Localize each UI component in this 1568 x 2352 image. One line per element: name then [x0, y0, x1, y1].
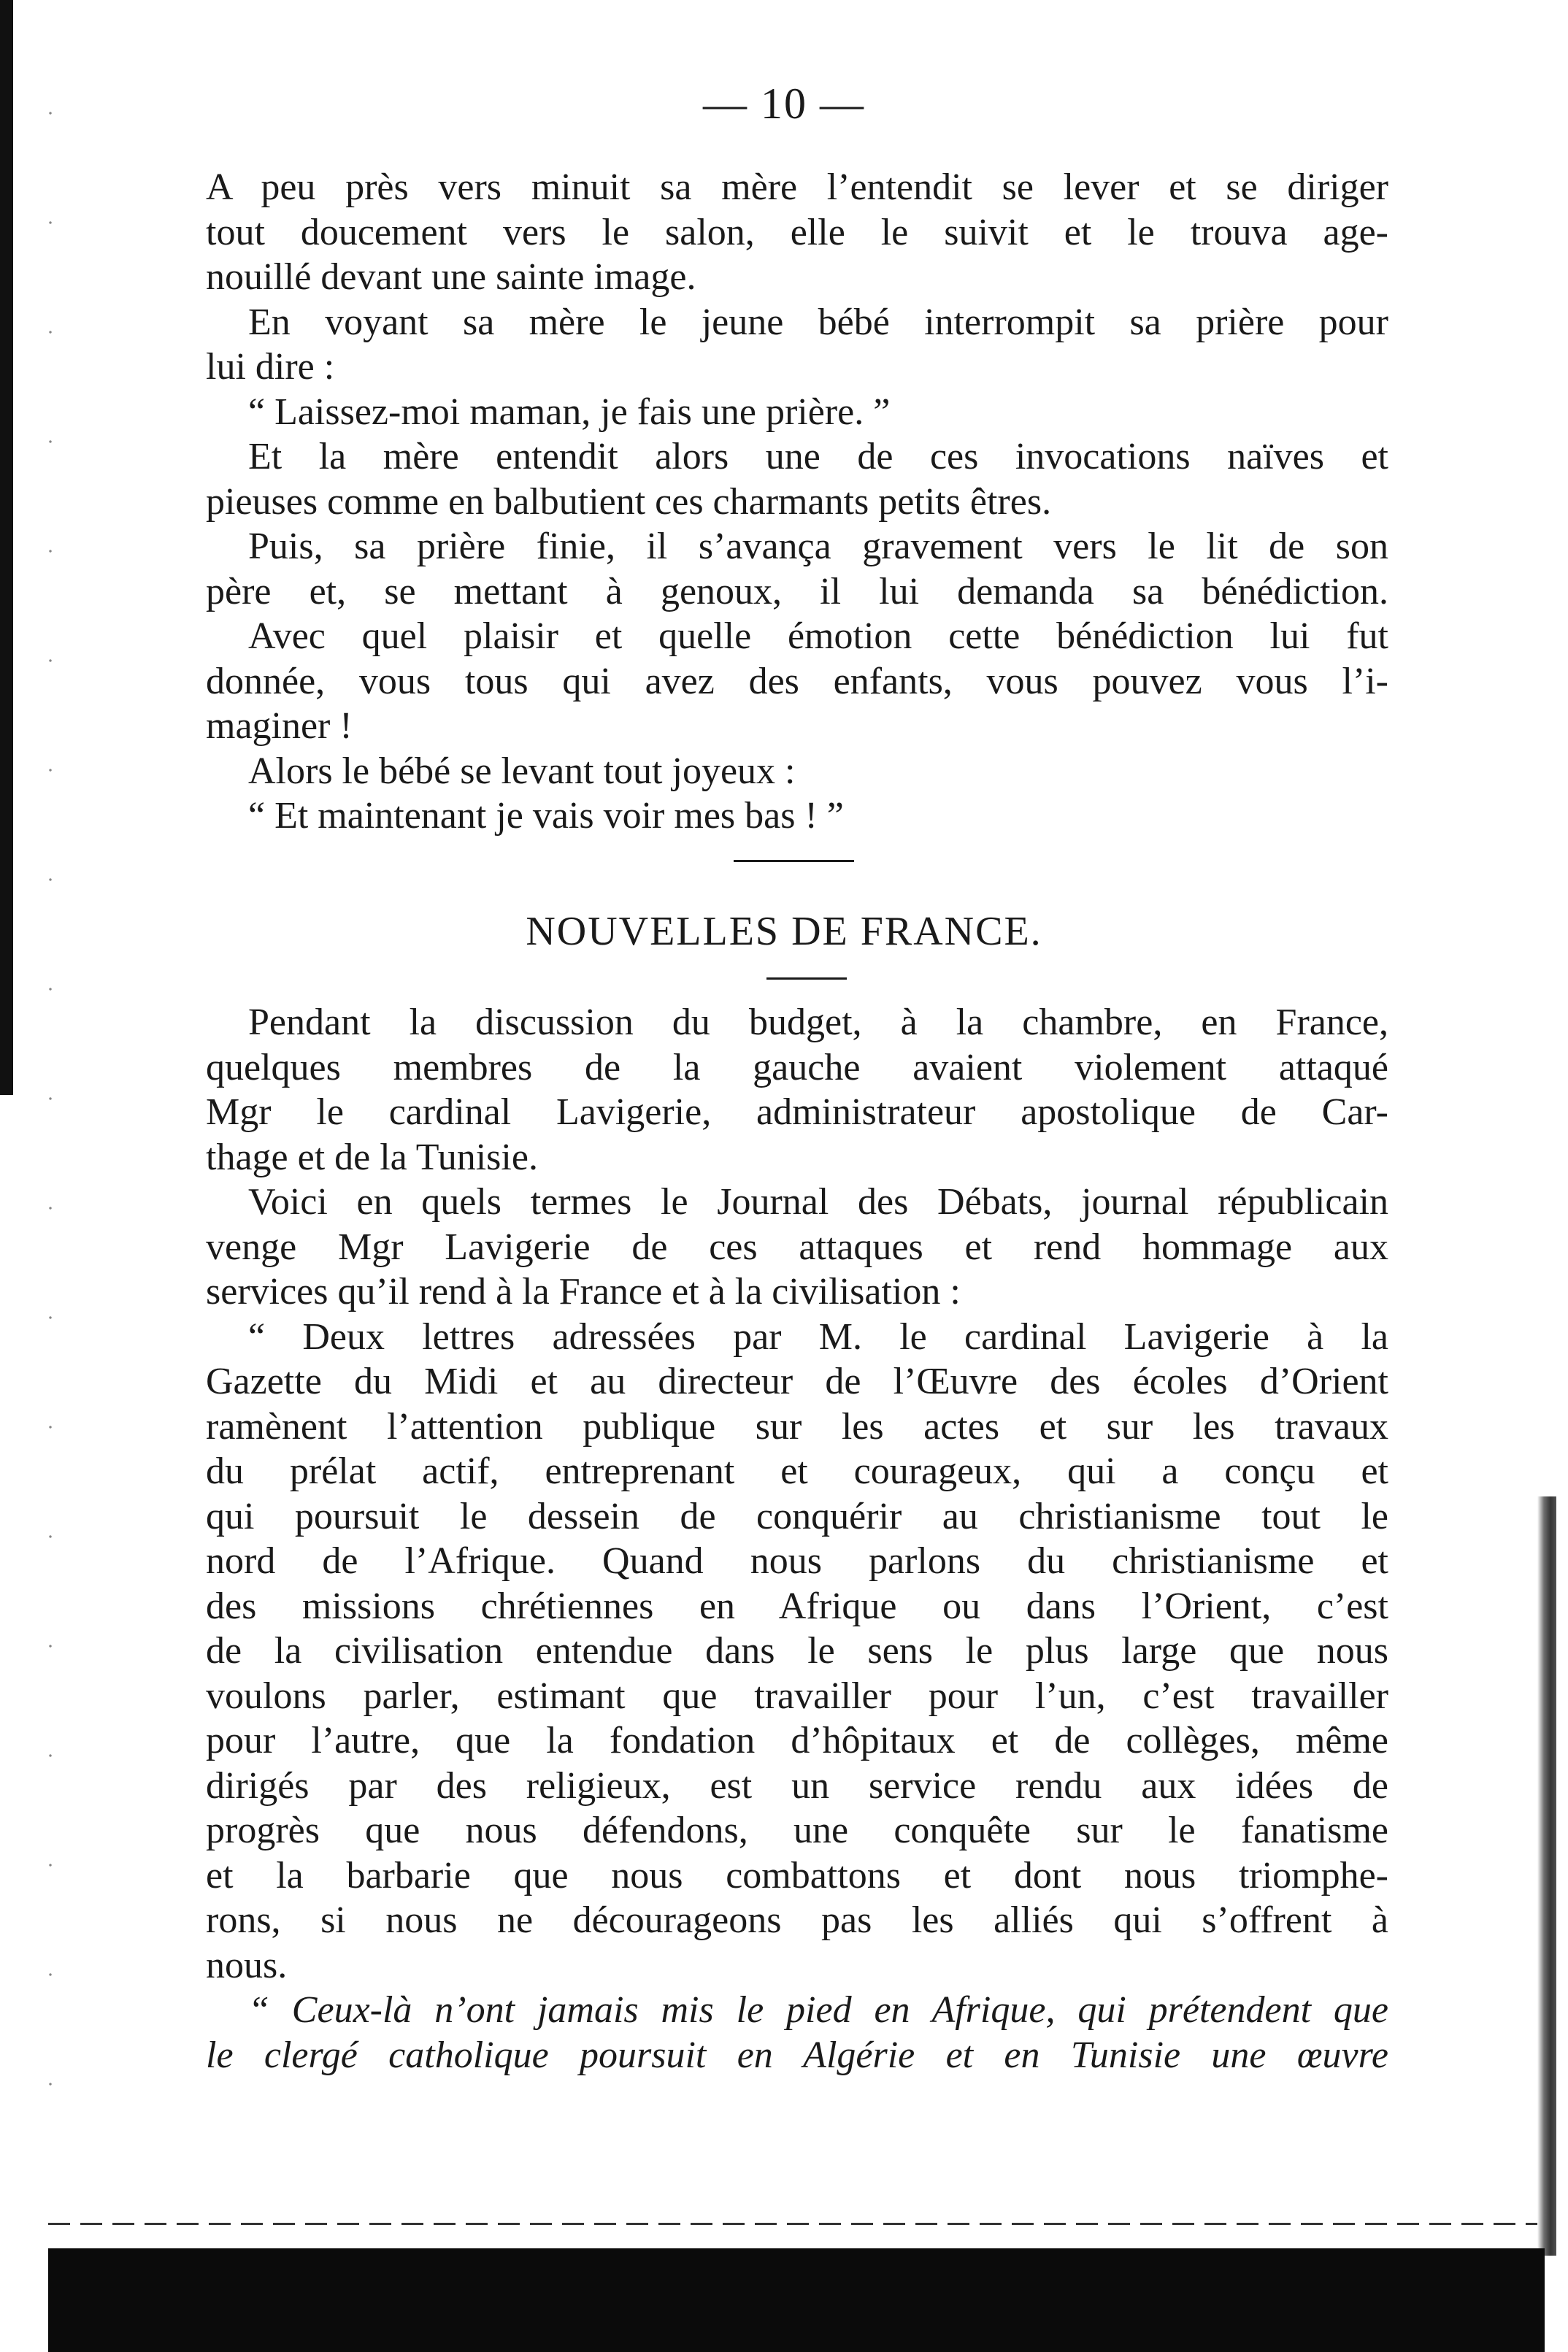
text-line: donnée, vous tous qui avez des enfants, vous pouvez vous l’i- — [206, 660, 1388, 702]
text-line: Mgr le cardinal Lavigerie, administrateur apostolique de Car- — [206, 1091, 1388, 1133]
text-line: A peu près vers minuit sa mère l’entendit se lever et se diriger — [206, 166, 1388, 208]
text-line: lui dire : — [206, 346, 335, 388]
scan-bottom-edge — [48, 2248, 1545, 2352]
text-line: nouillé devant une sainte image. — [206, 256, 696, 298]
text-line: Pendant la discussion du budget, à la chambre, en France, — [248, 1002, 1388, 1043]
text-line: “ Et maintenant je vais voir mes bas ! ” — [248, 795, 844, 837]
text-line: “ Ceux-là n’ont jamais mis le pied en Afrique, qui prétendent que — [248, 1989, 1388, 2031]
text-line: En voyant sa mère le jeune bébé interrompit sa prière pour — [248, 301, 1388, 343]
news-paragraphs — [206, 1000, 1388, 2078]
scan-right-edge — [1537, 1496, 1556, 2256]
story-paragraphs — [206, 165, 1388, 839]
text-line: Puis, sa prière finie, il s’avança gravement vers le lit de son — [248, 526, 1388, 567]
text-line: voulons parler, estimant que travailler pour l’un, c’est travailler — [206, 1675, 1388, 1717]
text-line: qui poursuit le dessein de conquérir au christianisme tout le — [206, 1495, 1388, 1537]
text-line: dirigés par des religieux, est un service rendu aux idées de — [206, 1764, 1388, 1807]
text-line: Voici en quels termes le Journal des Débats, journal républicain — [248, 1181, 1388, 1223]
text-line: le clergé catholique poursuit en Algérie et en Tunisie une œuvre — [206, 2034, 1388, 2076]
text-line: thage et de la Tunisie. — [206, 1136, 538, 1178]
text-line: venge Mgr Lavigerie de ces attaques et rend hommage aux — [206, 1226, 1388, 1268]
text-line: et la barbarie que nous combattons et dont nous triomphe- — [206, 1854, 1388, 1896]
text-line: Avec quel plaisir et quelle émotion cette bénédiction lui fut — [248, 615, 1388, 657]
text-line: tout doucement vers le salon, elle le suivit et le trouva age- — [206, 211, 1388, 253]
heading-underline — [766, 977, 847, 980]
text-line: Gazette du Midi et au directeur de l’Œuvre des écoles d’Orient — [206, 1361, 1388, 1402]
text-line: du prélat actif, entreprenant et courageux, qui a conçu et — [206, 1450, 1388, 1492]
section-divider — [734, 860, 854, 862]
page-number: — 10 — — [703, 80, 865, 128]
text-line: “ Laissez-moi maman, je fais une prière. ” — [248, 391, 891, 433]
scan-margin-specks — [45, 58, 55, 2175]
text-line: Alors le bébé se levant tout joyeux : — [248, 750, 796, 792]
text-line: nous. — [206, 1944, 288, 1986]
text-line: pieuses comme en balbutient ces charmants petits êtres. — [206, 480, 1052, 523]
text-line: des missions chrétiennes en Afrique ou dans l’Orient, c’est — [206, 1585, 1388, 1627]
text-line: services qu’il rend à la France et à la civilisation : — [206, 1271, 961, 1313]
scan-bottom-rule — [48, 2223, 1537, 2225]
text-line: maginer ! — [206, 705, 353, 747]
section-heading: NOUVELLES DE FRANCE. — [526, 909, 1042, 954]
text-line: “ Deux lettres adressées par M. le cardinal Lavigerie à la — [248, 1315, 1388, 1358]
text-line: Et la mère entendit alors une de ces invocations naïves et — [248, 436, 1388, 477]
text-line: pour l’autre, que la fondation d’hôpitaux et de collèges, même — [206, 1720, 1388, 1761]
text-line: de la civilisation entendue dans le sens le plus large que nous — [206, 1630, 1388, 1672]
text-line: progrès que nous défendons, une conquête sur le fanatisme — [206, 1810, 1388, 1851]
text-line: rons, si nous ne décourageons pas les alliés qui s’offrent à — [206, 1899, 1388, 1941]
text-line: quelques membres de la gauche avaient violement attaqué — [206, 1046, 1388, 1088]
text-line: ramènent l’attention publique sur les actes et sur les travaux — [206, 1405, 1388, 1448]
text-line: nord de l’Afrique. Quand nous parlons du christianisme et — [206, 1540, 1388, 1582]
text-line: père et, se mettant à genoux, il lui demanda sa bénédiction. — [206, 570, 1388, 612]
